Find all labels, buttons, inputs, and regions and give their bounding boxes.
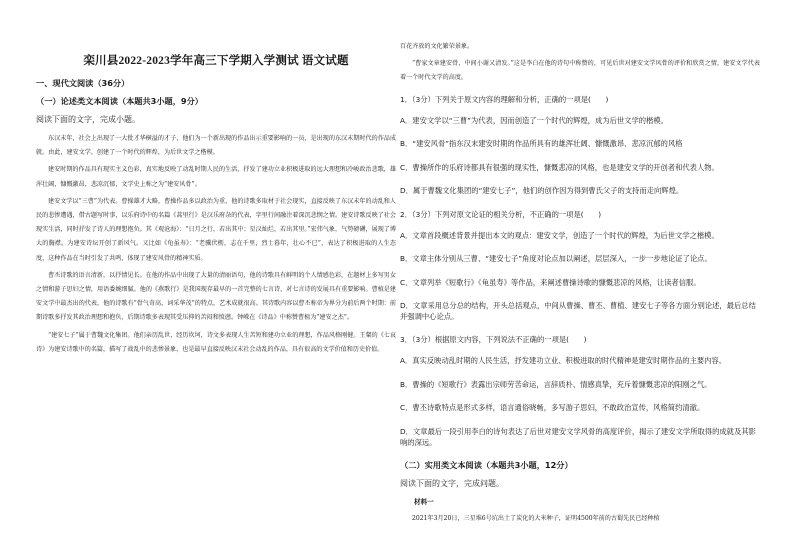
question-1-option-a: A．建安文学以“三曹”为代表，因而创造了一个时代的辉煌，成为后世文学的楷模。 [400, 115, 668, 125]
section-heading-modern-reading: 一、现代文阅读（36分） [36, 78, 130, 88]
reading-instruction: 阅读下面的文字，完成小题。 [36, 115, 140, 124]
question-3-option-d: D．文章最后一段引用李白的诗句表达了后世对建安文学风骨的高度评价，揭示了建安文学所取得的成就及其影响的深远。 [400, 426, 756, 447]
question-3-option-c: C．曹丕诗歌特点是形式多样，语言通俗晓畅，多写游子思妇，不敢政治宣传，风格简约清澈。 [400, 403, 705, 413]
material-label: 材料一 [414, 497, 434, 506]
left-column [36, 38, 396, 360]
exam-title: 栾川县2022-2023学年高三下学期入学测试 语文试题 [83, 55, 349, 67]
question-1-stem: 1．（3分）下列关于原文内容的理解和分析，正确的一项是( ) [400, 94, 609, 104]
question-3-stem: 3．（3分）根据原文内容，下列说法不正确的一项是( ) [400, 335, 587, 345]
question-1-option-b: B．“建安风骨”指东汉末建安时期的作品所具有的雄浑壮阔、慷慨激昂、悲凉沉郁的风格 [400, 139, 683, 149]
question-3-option-a: A．真实反映动乱时期的人民生活，抒发建功立业、积极进取的时代精神是建安时期作品的主要内容。 [400, 356, 727, 366]
question-2-option-a: A．文章首段概述背景并提出本文的观点：建安文学，创造了一个时代的辉煌，为后世文学之楷模。 [400, 230, 719, 240]
question-3-option-b: B．曹操的《短歌行》表露出宗师劳苦命运，言辞质朴、情感真挚，充斥着慷慨悲凉的阳刚之气。 [400, 379, 712, 389]
right-column [400, 40, 760, 529]
question-1-option-d: D．属于曹魏文化集团的“建安七子”，他们的创作因为得到曹氏父子的支持而走向辉煌。 [400, 186, 684, 196]
passage-paragraph: “曹家文章建安骨，中间小谢又清发。”这是李白在他的诗句中称赞的，可见后世对建安文学风骨的评价和欣赏之情，建安文学代表着一个时代文学的高度。 [400, 60, 760, 82]
question-2-option-b: B．文章主体分别从三曹、“建安七子”角度对论点加以阐述，层层深入，一步一步地论证了论点。 [400, 254, 712, 264]
question-1-option-c: C．曹操所作的乐府诗都具有很强的现实性，慷慨悲凉的风格，也是建安文学的开创者和代表人物。 [400, 162, 719, 172]
passage-paragraph: 东汉末年，社会上出现了一大批才华横溢的才子，他们为一个新出现的作品出示重要影响的一员，是出现的东汉末期时代的作品成就。由此，建安文学，创建了一个时代的辉煌，为后世文学之楷模。 [36, 135, 396, 157]
question-2-option-d: D．文章采用总分总的结构，开头总括观点，中间从曹操、曹丕、曹植、建安七子等各方面分别论述，最后总结并强调中心论点。 [400, 301, 756, 322]
passage-paragraph: 2021年3月20日，三星堆6号坑出土了炭化的大米种子，证明4500年前的古蜀先民已经种植 [412, 514, 660, 522]
subsection-heading-argumentative: （一）论述类文本阅读（本题共3小题，9分） [36, 96, 203, 106]
passage-paragraph: 曹丕诗歌的语言清新，以抒情见长。在他的作品中出现了大量的清丽语句，他的诗歌具有鲜明的个人情感色彩，在题材上多写男女之情和游子思妇之情，用语委婉细腻。他的《燕歌行》是我国现存最早的一首完整的七言诗，对七言诗的发展具有重要影响。曹植是建安文学中最杰出的代表，他的诗歌有“骨气奇高，词采华茂”的特点，艺术成就很高。其诗歌内容以曹丕称帝为界分为前后两个时期：前期诗歌多抒发其政治理想和抱负，后期诗歌多表现其受压抑的苦闷和愤懑。钟嵘在《诗品》中称赞曹植为“建安之杰”。 [36, 271, 396, 322]
passage-paragraph: “建安七子”属于曹魏文化集团。他们亲历乱世，经历坎坷，诗文多表现人生苦短和建功立业的理想，作品风格刚健。王粲的《七哀诗》为建安诗歌中的名篇，描写了战乱中的悲惨景象，也是最早直接反映汉末社会动乱的作品，具有很高的文学价值和历史价值。 [36, 331, 396, 353]
passage-paragraph: 百花齐放的文化繁荣景象。 [400, 43, 474, 50]
question-2-stem: 2．（3分）下列对原文论证的相关分析，不正确的一项是( ) [400, 209, 602, 219]
question-2-option-c: C．文章列举《短歌行》《龟虽寿》等作品，来阐述曹操诗歌的慷慨悲凉的风格，让读者信服。 [400, 277, 701, 287]
passage-paragraph: 建安文学以“三曹”为代表。曹操雄才大略，曹操作品多以政治为重，他的诗歌多取材于社会现实，直接反映了东汉末年的动乱和人民的悲惨遭遇，借古题写时事，以乐府诗中的名篇《蒿里行》是汉乐府杂的代表，字里行间融注着深沉悲悯之情。建安诗歌反映了社会现实生活，同时抒发了诗人的理想抱负。其《观沧海》：“日月之行，若出其中；星汉灿烂，若出其里。”宏伟气象，气势磅礴，展现了博大的胸襟。为建安诗坛开创了新风气。又比如《龟虽寿》：“老骥伏枥，志在千里，烈士暮年，壮心不已”，表达了积极进取的人生态度，这种作品在当时引发了共鸣，体现了建安风骨的精神实质。 [36, 197, 396, 262]
subsection-heading-practical: （二）实用类文本阅读（本题共3小题，12分） [400, 459, 573, 470]
reading-instruction-2: 阅读下面的文字，完成问题。 [400, 478, 504, 488]
passage-paragraph: 建安时期的作品具有现实主义色彩，真实地反映了动乱时期人民的生活，抒发了建功立业积极进取的远大理想和冷峻政治悲歌，雄浑壮阔，慷慨激昂，悲凉沉郁，文学史上称之为“建安风骨”。 [36, 166, 396, 188]
